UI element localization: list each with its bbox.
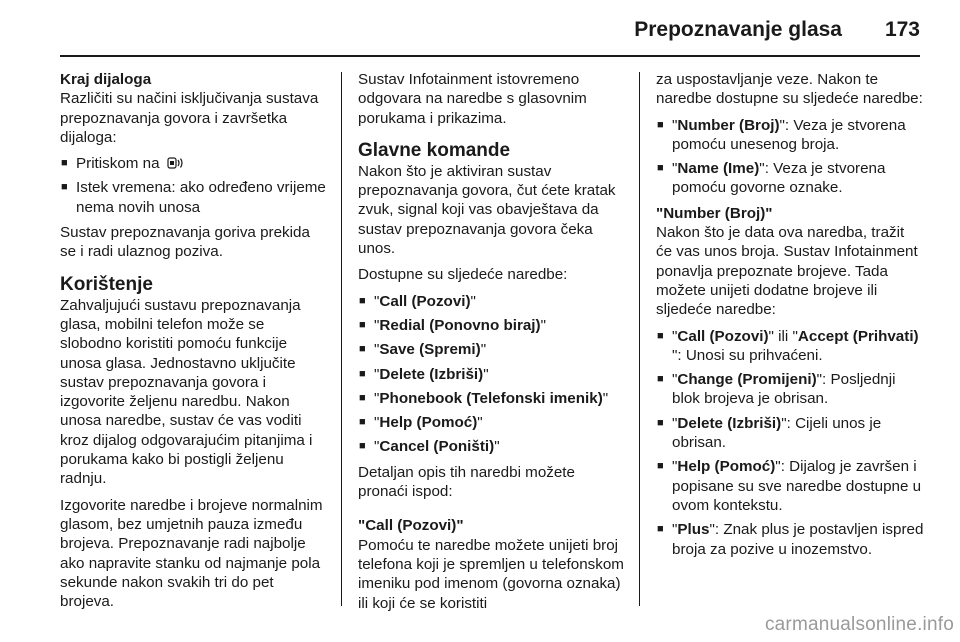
section-subheading: "Number (Broj)": [656, 204, 773, 222]
bullet-icon: ■: [359, 416, 366, 429]
command-name: Save (Spremi): [379, 341, 481, 359]
command-desc: : Veza je stvorena pomoću govorne oznake.: [672, 160, 886, 197]
command-name: Help (Pomoć): [379, 414, 478, 432]
command-name: Number (Broj): [677, 116, 780, 134]
list-item: ■ "Number (Broj)": Veza je stvorena pomoću unesenog broja.: [657, 116, 906, 153]
paragraph: Izgovorite naredbe i brojeve normalnim glasom, bez umjetnih pauza između brojeva. Prepoznavanje radi najbolje ako napravite stanku od najmanje pola sekunde nakon svakih tri do pet brojeva.: [60, 496, 323, 611]
column-2: [358, 70, 626, 620]
command-name: Plus: [677, 521, 710, 539]
command-desc: : Veza je stvorena pomoću unesenog broja.: [672, 116, 906, 153]
command-sep: " ili ": [768, 327, 798, 345]
bullet-icon: ■: [359, 343, 366, 356]
list-item: [60, 178, 328, 217]
watermark: carmanualsonline.info: [764, 614, 954, 635]
page-header: [0, 0, 960, 56]
list-item: ■ "Delete (Izbriši)": [359, 365, 489, 383]
list-item: ■ "Redial (Ponovno biraj)": [359, 316, 546, 334]
command-list: [358, 292, 626, 457]
command-list: [656, 116, 924, 198]
list-item: ■ "Call (Pozovi)" ili "Accept (Prihvati) ": Unosi su prihvaćeni.: [657, 327, 919, 364]
command-desc: : Posljednji blok brojeva je obrisan.: [672, 371, 896, 408]
section-subheading: "Call (Pozovi)": [358, 517, 464, 535]
command-desc: : Cijeli unos je obrisan.: [672, 414, 882, 452]
command-name: Accept (Prihvati): [797, 327, 919, 345]
bullet-icon: ■: [657, 416, 664, 429]
bullet-icon: ■: [359, 318, 366, 331]
page-title: Prepoznavanje glasa: [634, 18, 842, 41]
command-desc: : Znak plus je postavljen ispred broja za pozive u inozemstvo.: [672, 521, 924, 558]
paragraph: za uspostavljanje veze. Nakon te naredbe dostupne su sljedeće naredbe:: [656, 71, 923, 108]
command-name: Delete (Izbriši): [379, 365, 484, 383]
command-name: Phonebook (Telefonski imenik): [379, 389, 603, 407]
bullet-icon: ■: [359, 294, 366, 307]
list-item: ■ "Phonebook (Telefonski imenik)": [359, 389, 609, 407]
paragraph: Nakon što je aktiviran sustav prepoznavanja govora, čut ćete kratak zvuk, signal koji vas obavještava da sustav prepoznavanja govora čeka unos.: [358, 162, 616, 258]
list-item: ■ "Help (Pomoć)": Dijalog je završen i popisane su sve naredbe dostupne u ovom kontekstu.: [657, 458, 922, 514]
bullet-icon: ■: [359, 367, 366, 380]
list-item: ■ "Name (Ime)": Veza je stvorena pomoću govorne oznake.: [657, 160, 886, 197]
section-heading: Glavne komande: [358, 139, 511, 161]
column-divider: [341, 72, 342, 606]
command-name: Name (Ime): [677, 160, 760, 178]
page-number: 173: [884, 18, 920, 41]
list-item: ■ "Help (Pomoć)": [359, 414, 483, 432]
bullet-icon: ■: [657, 329, 664, 342]
command-desc: : Dijalog je završen i popisane su sve naredbe dostupne u ovom kontekstu.: [672, 458, 922, 514]
list-item: [60, 154, 328, 173]
command-name: Change (Promijeni): [677, 371, 817, 389]
bullet-list: [60, 154, 328, 217]
paragraph: Dostupne su sljedeće naredbe:: [358, 266, 568, 284]
list-item: ■ "Save (Spremi)": [359, 341, 487, 359]
header-rule: [60, 55, 920, 57]
bullet-icon: ■: [61, 157, 68, 170]
command-name: Call (Pozovi): [379, 292, 471, 310]
list-item-text: Pritiskom na: [76, 155, 160, 173]
command-name: Help (Pomoć): [677, 458, 776, 476]
bullet-icon: ■: [657, 523, 664, 536]
section-heading: Korištenje: [60, 273, 153, 295]
list-item: ■ "Cancel (Poništi)": [359, 438, 500, 456]
command-name: Call (Pozovi): [677, 327, 769, 345]
command-name: Cancel (Poništi): [379, 438, 495, 456]
bullet-icon: ■: [657, 162, 664, 175]
column-3: [656, 70, 924, 565]
bullet-icon: ■: [359, 391, 366, 404]
paragraph: Pomoću te naredbe možete unijeti broj telefona koji je spremljen u telefonskom imeniku pod imenom (govorna oznaka) ili koji će se koristiti: [358, 536, 624, 612]
list-item: ■ "Call (Pozovi)": [359, 292, 476, 310]
bullet-icon: ■: [359, 440, 366, 453]
paragraph: Zahvaljujući sustavu prepoznavanja glasa, mobilni telefon može se slobodno koristiti pomoću funkcije unosa glasa. Jednostavno uključite sustav prepoznavanja govora i izgovorite željenu naredbu. Nakon unosa naredbe, sustav će vas voditi kroz dijalog odgovarajućim pitanjima i porukama kako bi postigli željenu radnju.: [60, 296, 313, 488]
paragraph: Sustav prepoznavanja goriva prekida se i radi ulaznog poziva.: [60, 224, 310, 261]
list-item: ■ "Change (Promijeni)": Posljednji blok brojeva je obrisan.: [657, 371, 896, 408]
list-item: ■ "Delete (Izbriši)": Cijeli unos je obrisan.: [657, 414, 882, 452]
bullet-icon: ■: [657, 373, 664, 386]
bullet-icon: ■: [657, 118, 664, 131]
list-item: ■ "Plus": Znak plus je postavljen ispred broja za pozive u inozemstvo.: [657, 521, 924, 558]
command-name: Delete (Izbriši): [677, 414, 782, 432]
command-name: Redial (Ponovno biraj): [379, 316, 541, 334]
voice-button-icon: [167, 157, 185, 169]
column-divider: [639, 72, 640, 606]
bullet-icon: ■: [61, 181, 68, 194]
list-item-text: Istek vremena: ako određeno vrijeme nema novih unosa: [76, 179, 326, 216]
paragraph: Nakon što je data ova naredba, tražit će vas unos broja. Sustav Infotainment ponavlja prepoznate brojeve. Tada možete unijeti dodatne brojeve ili sljedeće naredbe:: [656, 224, 918, 319]
column-1: [60, 70, 328, 618]
command-list: [656, 327, 924, 559]
paragraph: Detaljan opis tih naredbi možete pronaći ispod:: [358, 463, 575, 501]
paragraph: Različiti su načini isključivanja sustava prepoznavanja govora i završetka dijaloga:: [60, 90, 319, 146]
command-desc: ": Unosi su prihvaćeni.: [672, 346, 823, 364]
paragraph: Sustav Infotainment istovremeno odgovara na naredbe s glasovnim porukama i prikazima.: [358, 71, 587, 127]
bullet-icon: ■: [657, 460, 664, 473]
section-subheading: Kraj dijaloga: [60, 71, 152, 88]
